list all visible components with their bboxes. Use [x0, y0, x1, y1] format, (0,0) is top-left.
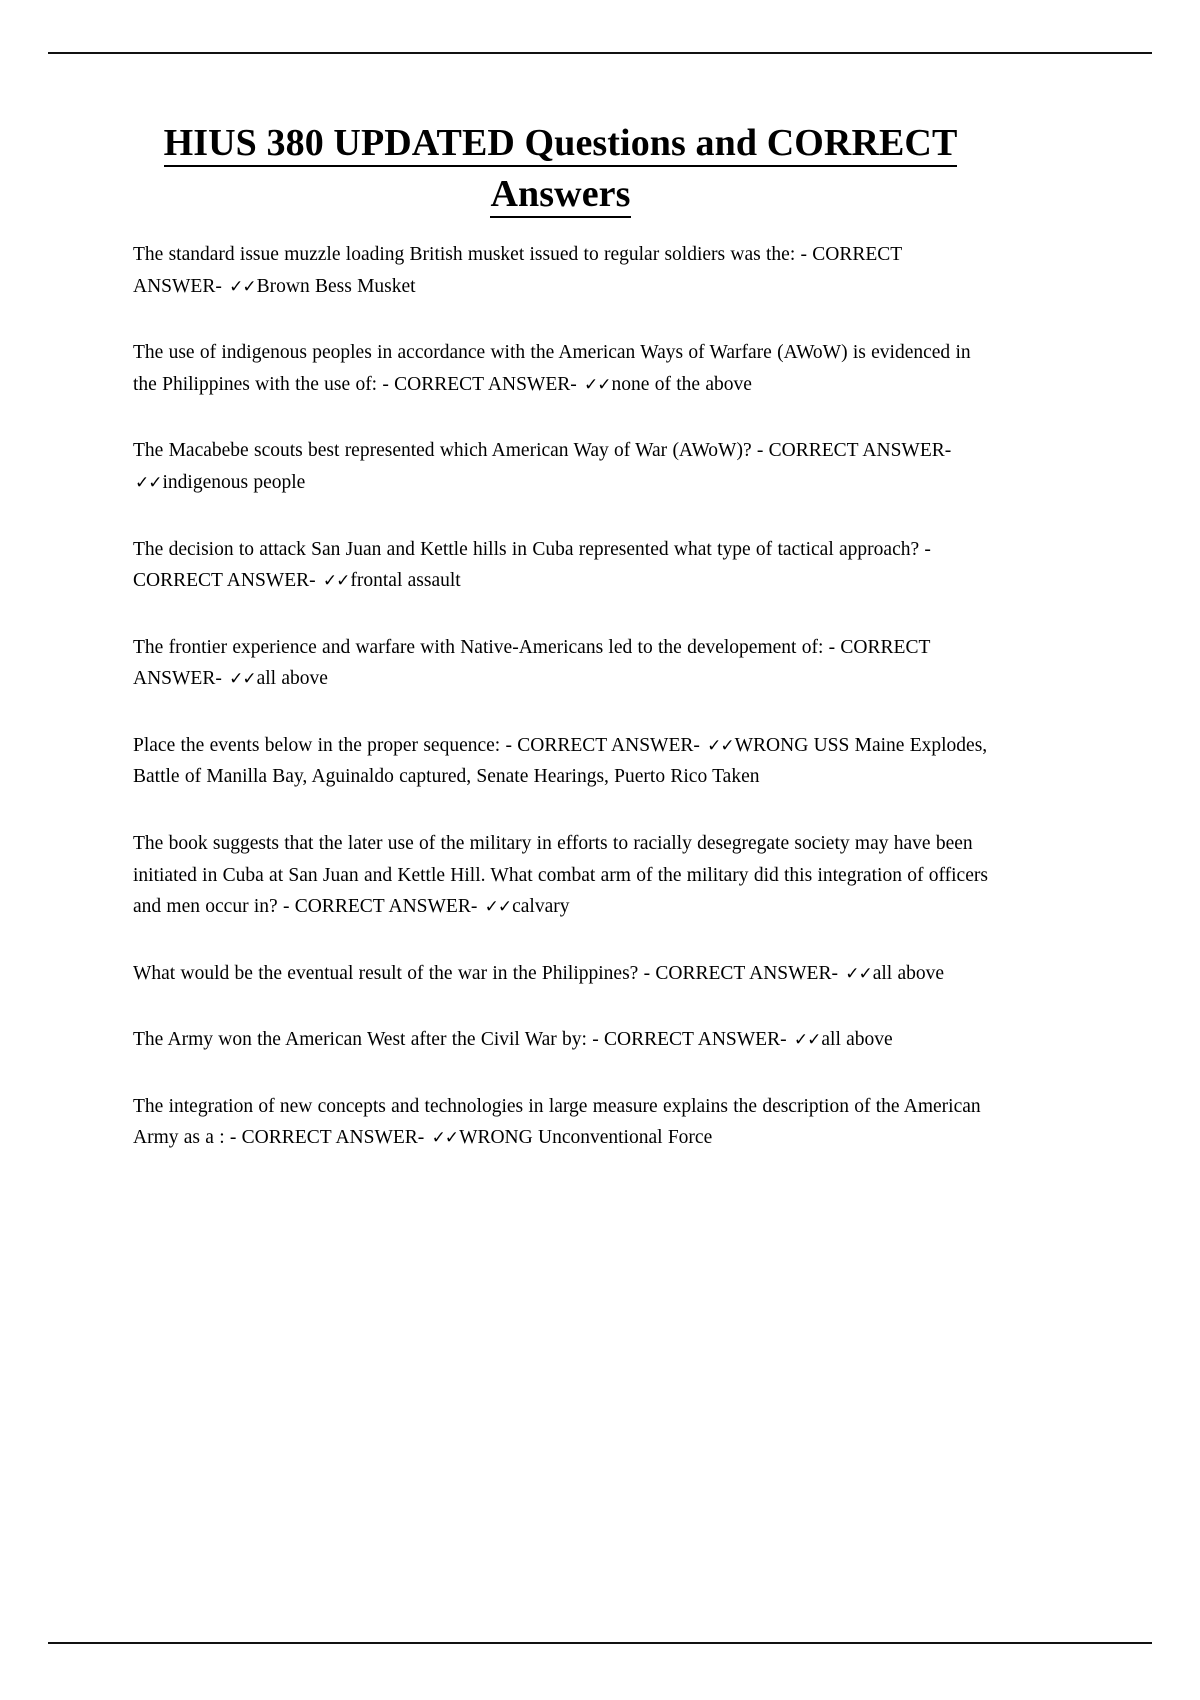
qa-item: [133, 239, 988, 302]
header-rule: [48, 52, 1152, 54]
qa-prompt: The use of indigenous peoples in accordance with the American Ways of Warfare (AWoW) is evidenced in the Philippines with the use of: - CORRECT ANSWER-: [133, 342, 971, 395]
qa-prompt: The frontier experience and warfare with Native-Americans led to the developement of: - CORRECT ANSWER-: [133, 636, 931, 690]
qa-item: [133, 958, 988, 990]
page-title: [133, 118, 988, 219]
double-check-icon: ✓✓: [484, 897, 512, 918]
qa-prompt: Place the events below in the proper sequence: - CORRECT ANSWER-: [133, 734, 706, 756]
double-check-icon: ✓✓: [135, 472, 162, 493]
qa-prompt: What would be the eventual result of the war in the Philippines? - CORRECT ANSWER-: [133, 962, 844, 984]
double-check-icon: ✓✓: [229, 276, 256, 297]
qa-prompt: The book suggests that the later use of the military in efforts to racially desegregate society may have been initiated in Cuba at San Juan and Kettle Hill. What combat arm of the military did this integration of officers and men occur in? - CORRECT ANSWER-: [133, 833, 988, 918]
qa-answer: calvary: [512, 896, 570, 918]
qa-item: [133, 337, 988, 400]
qa-answer: Brown Bess Musket: [256, 275, 416, 297]
double-check-icon: ✓✓: [431, 1128, 459, 1149]
qa-answer: frontal assault: [350, 570, 461, 592]
qa-prompt: The integration of new concepts and technologies in large measure explains the description of the American Army as a : - CORRECT ANSWER-: [133, 1095, 981, 1149]
qa-item: [133, 828, 988, 923]
double-check-icon: ✓✓: [793, 1030, 821, 1051]
qa-item: [133, 534, 988, 597]
qa-answer: all above: [256, 668, 328, 690]
document-body: [133, 118, 988, 1154]
page-title-text: HIUS 380 UPDATED Questions and CORRECT Answers: [164, 122, 958, 218]
question-answer-list: [133, 239, 988, 1154]
qa-answer: indigenous people: [162, 471, 306, 493]
qa-prompt: The decision to attack San Juan and Kettle hills in Cuba represented what type of tactical approach? - CORRECT ANSWER-: [133, 538, 931, 592]
qa-item: [133, 632, 988, 695]
qa-item: [133, 1091, 988, 1154]
qa-item: [133, 435, 988, 498]
qa-answer: all above: [821, 1029, 893, 1051]
double-check-icon: ✓✓: [707, 735, 734, 756]
qa-item: [133, 1024, 988, 1056]
qa-answer: none of the above: [611, 373, 752, 395]
qa-prompt: The Army won the American West after the Civil War by: - CORRECT ANSWER-: [133, 1029, 792, 1051]
qa-answer: WRONG USS Maine Explodes, Battle of Manilla Bay, Aguinaldo captured, Senate Hearings, Puerto Rico Taken: [133, 734, 988, 788]
qa-answer: WRONG Unconventional Force: [459, 1127, 713, 1149]
qa-answer: all above: [872, 962, 945, 984]
qa-item: [133, 730, 988, 793]
footer-rule: [48, 1642, 1152, 1644]
double-check-icon: ✓✓: [229, 669, 256, 690]
double-check-icon: ✓✓: [584, 374, 611, 395]
qa-prompt: The Macabebe scouts best represented which American Way of War (AWoW)? - CORRECT ANSWER-: [133, 440, 952, 462]
qa-prompt: The standard issue muzzle loading British musket issued to regular soldiers was the: - CORRECT ANSWER-: [133, 244, 902, 297]
double-check-icon: ✓✓: [845, 963, 872, 984]
double-check-icon: ✓✓: [322, 571, 350, 592]
